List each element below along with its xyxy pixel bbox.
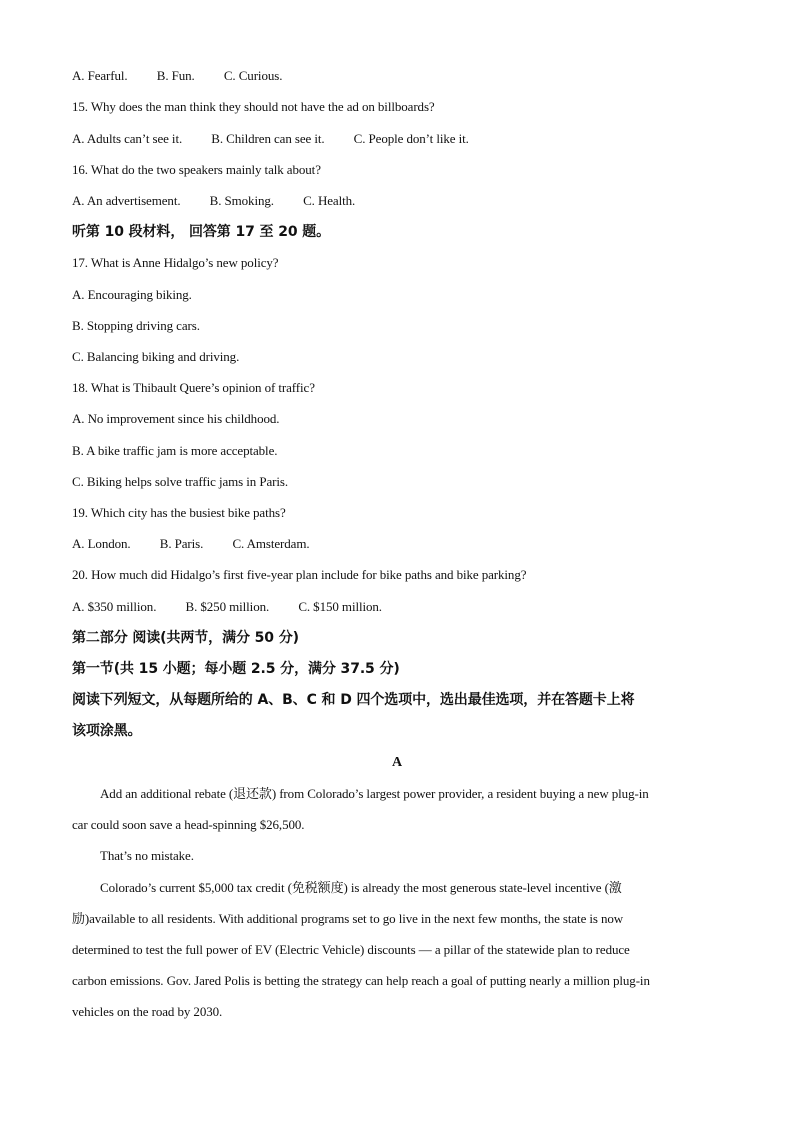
q16-option-a: A. An advertisement.	[72, 193, 181, 208]
q17-question: 17. What is Anne Hidalgo’s new policy?	[72, 255, 279, 270]
q17-option-c: C. Balancing biking and driving.	[72, 349, 240, 364]
q18-option-a: A. No improvement since his childhood.	[72, 411, 280, 426]
q20-option-a: A. $350 million.	[72, 599, 157, 614]
part2-heading: 第二部分 阅读(共两节，满分 50 分)	[72, 630, 299, 646]
q14-options	[72, 68, 282, 84]
instruction-line-2: 该项涂黑。	[72, 723, 142, 739]
passage-label: A	[391, 755, 403, 770]
q18-option-c: C. Biking helps solve traffic jams in Paris.	[72, 474, 288, 489]
passage-p2: That’s no mistake.	[100, 848, 194, 863]
passage-p3-line1: Colorado’s current $5,000 tax credit (免税额度) is already the most generous state-level incentive (激	[100, 880, 622, 895]
passage-p3-line5: vehicles on the road by 2030.	[72, 1004, 223, 1019]
q18-question: 18. What is Thibault Quere’s opinion of traffic?	[72, 380, 315, 395]
q19-option-a: A. London.	[72, 536, 131, 551]
q19-question: 19. Which city has the busiest bike paths?	[72, 505, 286, 520]
q16-option-c: C. Health.	[303, 193, 356, 208]
passage-p1-line1: Add an additional rebate (退还款) from Colorado’s largest power provider, a resident buying a new plug-in	[100, 786, 649, 801]
section1-heading: 第一节(共 15 小题；每小题 2.5 分，满分 37.5 分)	[72, 661, 400, 677]
q15-options	[72, 131, 469, 147]
q15-option-c: C. People don’t like it.	[353, 131, 469, 146]
q14-option-b: B. Fun.	[156, 68, 195, 83]
q14-option-a: A. Fearful.	[72, 68, 128, 83]
section10-heading: 听第 10 段材料， 回答第 17 至 20 题。	[72, 224, 331, 240]
passage-p3-line2: 励)available to all residents. With additional programs set to go live in the next few months, the state is now	[72, 911, 624, 926]
q19-option-b: B. Paris.	[159, 536, 204, 551]
q17-option-b: B. Stopping driving cars.	[72, 318, 200, 333]
q16-question: 16. What do the two speakers mainly talk about?	[72, 162, 321, 177]
passage-p1-line2: car could soon save a head-spinning $26,500.	[72, 817, 305, 832]
q15-option-b: B. Children can see it.	[211, 131, 325, 146]
q19-option-c: C. Amsterdam.	[232, 536, 310, 551]
q20-options	[72, 599, 382, 615]
q15-option-a: A. Adults can’t see it.	[72, 131, 183, 146]
q19-options	[72, 536, 310, 552]
passage-p3-line4: carbon emissions. Gov. Jared Polis is betting the strategy can help reach a goal of putting nearly a million plug-in	[72, 973, 650, 988]
q17-option-a: A. Encouraging biking.	[72, 287, 192, 302]
q20-option-c: C. $150 million.	[298, 599, 382, 614]
instruction-line-1: 阅读下列短文，从每题所给的 A、B、C 和 D 四个选项中，选出最佳选项，并在答题卡上将	[72, 692, 635, 708]
q20-option-b: B. $250 million.	[185, 599, 270, 614]
q15-question: 15. Why does the man think they should not have the ad on billboards?	[72, 99, 435, 114]
q16-options	[72, 193, 355, 209]
q14-option-c: C. Curious.	[223, 68, 283, 83]
passage-p3-line3: determined to test the full power of EV (Electric Vehicle) discounts — a pillar of the statewide plan to reduce	[72, 942, 630, 957]
q20-question: 20. How much did Hidalgo’s first five-year plan include for bike paths and bike parking?	[72, 567, 527, 582]
q16-option-b: B. Smoking.	[209, 193, 274, 208]
q18-option-b: B. A bike traffic jam is more acceptable.	[72, 443, 278, 458]
